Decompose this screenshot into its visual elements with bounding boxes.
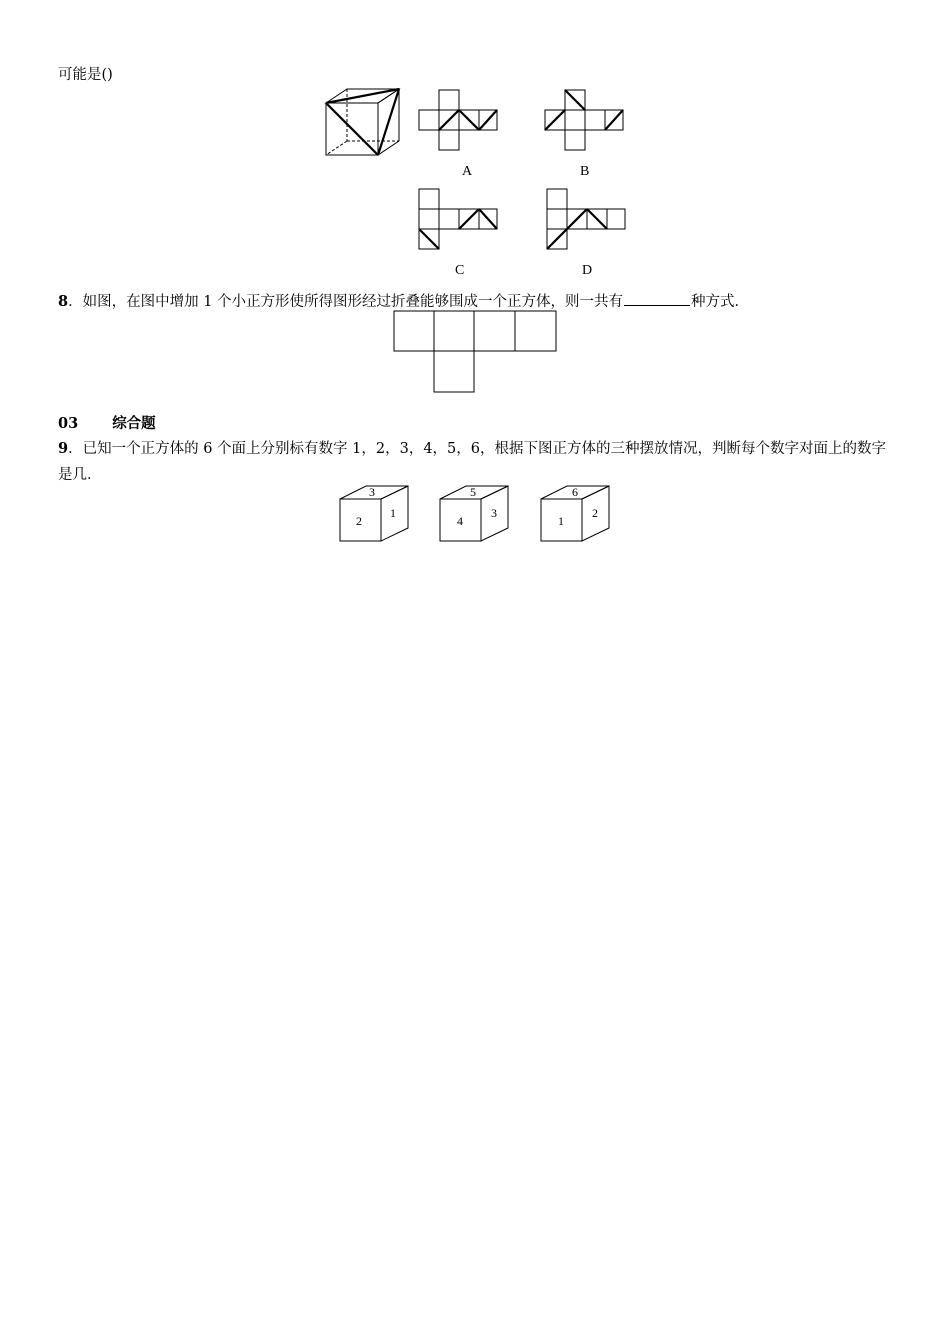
q7-option-a-label: A bbox=[462, 164, 473, 179]
q9-body: ．已知一个正方体的 6 个面上分别标有数字 1，2，3，4，5，6，根据下图正方体的三种摆放情况，判断每个数字对面上的数字是几． bbox=[58, 441, 886, 483]
q7-option-b-label: B bbox=[580, 164, 590, 179]
q9-cube-2-side: 3 bbox=[491, 506, 497, 520]
q9-cube-1-front: 2 bbox=[356, 514, 362, 528]
q9-number: 9 bbox=[58, 440, 69, 457]
q9-cube-1-side: 1 bbox=[390, 506, 396, 520]
q9-cube-3-front: 1 bbox=[558, 514, 564, 528]
q9-cube-1-top: 3 bbox=[369, 485, 375, 499]
q9-cube-2-front: 4 bbox=[457, 514, 463, 528]
q9-cube-3-top: 6 bbox=[572, 485, 578, 499]
q8-number: 8 bbox=[58, 293, 69, 310]
section-number: 03 bbox=[58, 415, 79, 432]
q9-cube-3 bbox=[541, 485, 609, 541]
q7-option-c-label: C bbox=[455, 263, 465, 278]
q9-cube-2 bbox=[440, 485, 508, 541]
q7-option-d-label: D bbox=[582, 263, 593, 278]
q9-cube-3-side: 2 bbox=[592, 506, 598, 520]
q9-cube-2-top: 5 bbox=[470, 485, 476, 499]
q7-text: 可能是() bbox=[58, 67, 113, 83]
q9-cube-1 bbox=[340, 485, 408, 541]
q8-text-before: ．如图，在图中增加 1 个小正方形使所得图形经过折叠能够围成一个正方体，则一共有 bbox=[68, 294, 624, 310]
section-title: 综合题 bbox=[112, 415, 156, 432]
q8-text-after: 种方式． bbox=[691, 294, 750, 310]
